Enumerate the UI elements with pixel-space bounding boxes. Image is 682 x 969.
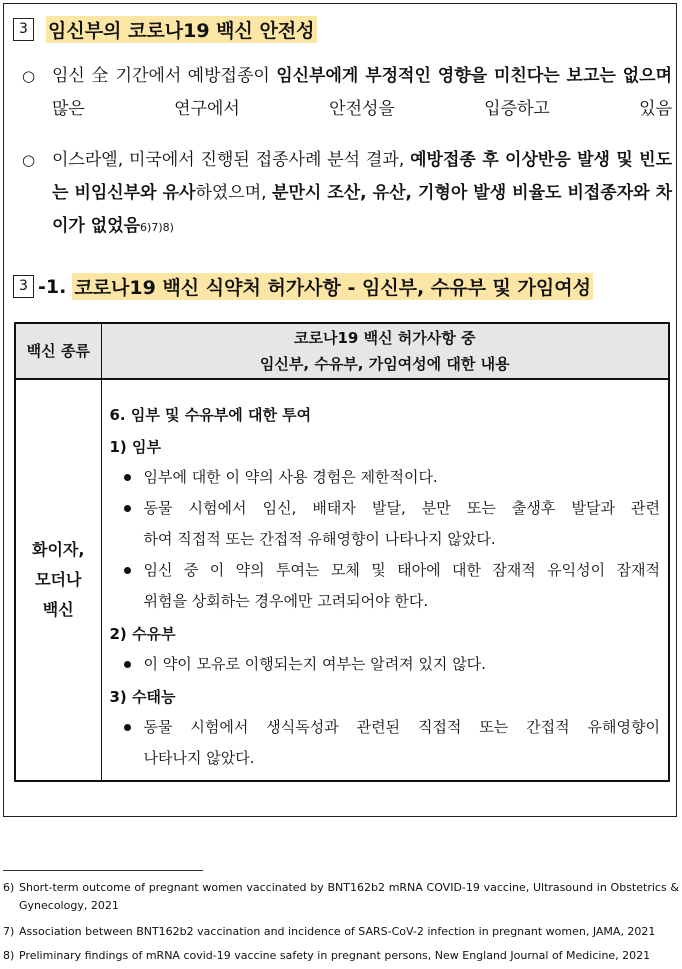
list-item-text: 임부에 대한 이 약의 사용 경험은 제한적이다.	[143, 468, 438, 486]
footnote-divider	[3, 870, 203, 871]
bullet-dot-icon	[124, 567, 131, 574]
paragraph-2	[22, 144, 672, 244]
paragraph-2-text	[52, 144, 672, 244]
approval-content-cell	[101, 379, 669, 781]
vaccine-approval-table	[14, 322, 670, 782]
section-subnumber: -1.	[38, 275, 67, 298]
footnote-text: Association between BNT162b2 vaccination and incidence of SARS-CoV-2 infection in pregnant women, JAMA, 2021	[19, 925, 656, 938]
paragraph-1	[22, 60, 672, 126]
table-row	[15, 379, 669, 781]
footnote-7	[3, 923, 679, 941]
bullet-dot-icon	[124, 724, 131, 731]
header-approval-content	[101, 323, 669, 379]
vaccine-name-cell	[15, 379, 101, 781]
footnote-8	[3, 947, 679, 965]
list-item	[110, 493, 661, 555]
circle-bullet: ○	[22, 67, 36, 85]
pregnant-heading: 1) 임부	[109, 438, 161, 456]
header-line-2: 임신부, 수유부, 가임여성에 대한 내용	[259, 355, 510, 373]
p2-text-bold-2: 분만시 조산, 유산, 기형아 발생 비율도 비접종자와 차이가 없었음	[52, 183, 672, 236]
footnote-text: Preliminary findings of mRNA covid-19 vaccine safety in pregnant persons, New England Journal of Medicine, 2021	[19, 949, 651, 962]
bullet-dot-icon	[124, 661, 131, 668]
footnote-refs: 6)7)8)	[140, 221, 174, 234]
p2-text-c: 하였으며,	[195, 183, 273, 203]
list-item-text: 이 약이 모유로 이행되는지 여부는 알려져 있지 않다.	[143, 655, 486, 673]
list-item-text-line-1: 동물 시험에서 생식독성과 관련된 직접적 또는 간접적 유해영향이	[143, 718, 660, 736]
bullet-dot-icon	[124, 505, 131, 512]
section-3-heading	[13, 16, 317, 43]
footnote-text: Short-term outcome of pregnant women vaccinated by BNT162b2 mRNA COVID-19 vaccine, Ultrasound in Obstetrics & Gynecology, 2021	[19, 881, 679, 912]
paragraph-1-text	[52, 60, 672, 126]
content-title: 6. 임부 및 수유부에 대한 투여	[109, 406, 312, 424]
vaccine-name-line-3: 백신	[42, 600, 74, 619]
list-item-text-line-1: 동물 시험에서 임신, 배태자 발달, 분만 또는 출생후 발달과 관련	[143, 499, 660, 517]
fertility-heading: 3) 수태능	[109, 688, 176, 706]
p1-text-c: 많은 연구에서 안전성을 입증하고 있음	[52, 99, 672, 119]
section-title: 임신부의 코로나19 백신 안전성	[46, 16, 317, 43]
section-number-box: 3	[13, 18, 34, 41]
footnote-number: 6)	[3, 881, 15, 894]
p2-text-a: 이스라엘, 미국에서 진행된 접종사례 분석 결과,	[52, 150, 411, 170]
list-item-text-line-2: 나타나지 않았다.	[143, 749, 255, 767]
header-line-1: 코로나19 백신 허가사항 중	[294, 329, 476, 347]
list-item-text-line-2: 위험을 상회하는 경우에만 고려되어야 한다.	[143, 592, 429, 610]
p1-text-bold: 임신부에게 부정적인 영향을 미친다는 보고는 없으며	[276, 66, 672, 86]
vaccine-name-line-1: 화이자,	[32, 540, 85, 559]
footnote-6	[3, 879, 679, 915]
list-item	[110, 462, 661, 493]
list-item	[110, 649, 661, 680]
list-item	[110, 555, 661, 617]
circle-bullet: ○	[22, 151, 36, 169]
header-vaccine-type: 백신 종류	[15, 323, 101, 379]
list-item-text-line-2: 하여 직접적 또는 간접적 유해영향이 나타나지 않았다.	[143, 530, 496, 548]
table-header-row	[15, 323, 669, 379]
section-number-box: 3	[13, 275, 34, 298]
section-3-1-heading	[13, 273, 593, 300]
p1-text-a: 임신 全 기간에서 예방접종이	[52, 66, 277, 86]
section-title: 코로나19 백신 식약처 허가사항 - 임신부, 수유부 및 가임여성	[72, 273, 593, 300]
footnote-number: 8)	[3, 949, 15, 962]
list-item-text-line-1: 임신 중 이 약의 투여는 모체 및 태아에 대한 잠재적 유익성이 잠재적	[143, 561, 660, 579]
nursing-heading: 2) 수유부	[109, 625, 176, 643]
list-item	[110, 712, 661, 774]
footnote-number: 7)	[3, 925, 15, 938]
vaccine-name-line-2: 모더나	[35, 570, 82, 589]
p2-text-bold-1: 예방접종 후 이상반응 발생 및 빈도는 비임신부와 유사	[52, 150, 673, 203]
bullet-dot-icon	[124, 474, 131, 481]
